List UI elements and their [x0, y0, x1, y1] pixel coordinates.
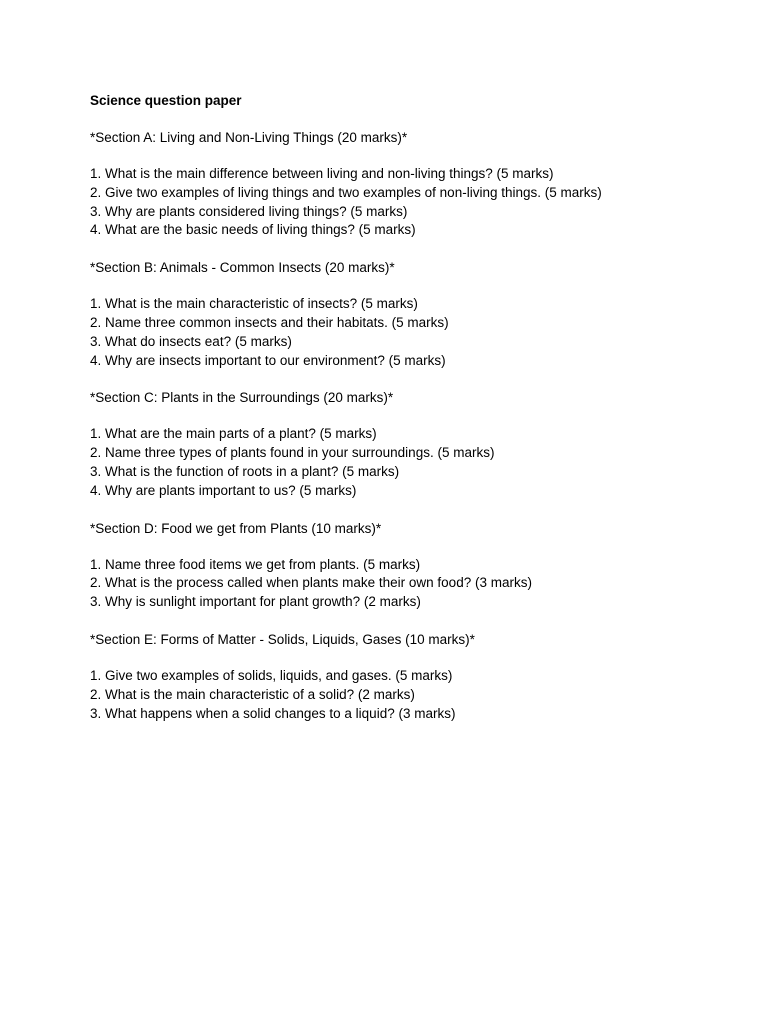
- question-item: 2. What is the main characteristic of a solid? (2 marks): [90, 686, 415, 702]
- question-item: 3. What happens when a solid changes to a liquid? (3 marks): [90, 705, 456, 721]
- question-item: 2. Name three common insects and their habitats. (5 marks): [90, 314, 449, 330]
- question-item: 3. What is the function of roots in a plant? (5 marks): [90, 463, 400, 479]
- question-item: 3. Why are plants considered living things? (5 marks): [90, 203, 408, 219]
- question-item: 3. What do insects eat? (5 marks): [90, 333, 292, 349]
- section-heading: *Section D: Food we get from Plants (10 marks)*: [90, 520, 382, 536]
- section: [90, 388, 730, 500]
- question-item: 1. Give two examples of solids, liquids, and gases. (5 marks): [90, 667, 453, 683]
- section: [90, 630, 730, 723]
- question-item: 1. What is the main difference between living and non-living things? (5 marks): [90, 166, 554, 181]
- question-item: 2. Give two examples of living things and two examples of non-living things. (5 marks): [90, 184, 602, 200]
- section-heading: *Section A: Living and Non-Living Things (20 marks)*: [90, 130, 408, 145]
- section-heading: *Section C: Plants in the Surroundings (20 marks)*: [90, 390, 394, 406]
- section: [90, 519, 730, 612]
- question-item: 2. What is the process called when plants make their own food? (3 marks): [90, 575, 532, 591]
- document-content: [90, 91, 730, 741]
- question-list: [90, 556, 730, 612]
- question-list: [90, 295, 730, 370]
- question-list: [90, 667, 730, 723]
- question-item: 1. What are the main parts of a plant? (5 marks): [90, 426, 377, 442]
- question-item: 3. Why is sunlight important for plant growth? (2 marks): [90, 594, 421, 610]
- question-item: 1. Name three food items we get from plants. (5 marks): [90, 556, 421, 572]
- question-item: 4. What are the basic needs of living things? (5 marks): [90, 222, 416, 238]
- sections-container: [90, 128, 730, 723]
- section-heading: *Section E: Forms of Matter - Solids, Liquids, Gases (10 marks)*: [90, 631, 475, 647]
- question-item: 4. Why are insects important to our environment? (5 marks): [90, 352, 446, 368]
- section-heading: *Section B: Animals - Common Insects (20 marks)*: [90, 260, 395, 276]
- question-item: 2. Name three types of plants found in your surroundings. (5 marks): [90, 445, 495, 461]
- document-title: Science question paper: [90, 93, 242, 108]
- question-list: [90, 425, 730, 500]
- question-item: 4. Why are plants important to us? (5 marks): [90, 482, 357, 498]
- question-list: [90, 165, 730, 240]
- question-item: 1. What is the main characteristic of insects? (5 marks): [90, 296, 418, 312]
- section: [90, 128, 730, 240]
- section: [90, 258, 730, 370]
